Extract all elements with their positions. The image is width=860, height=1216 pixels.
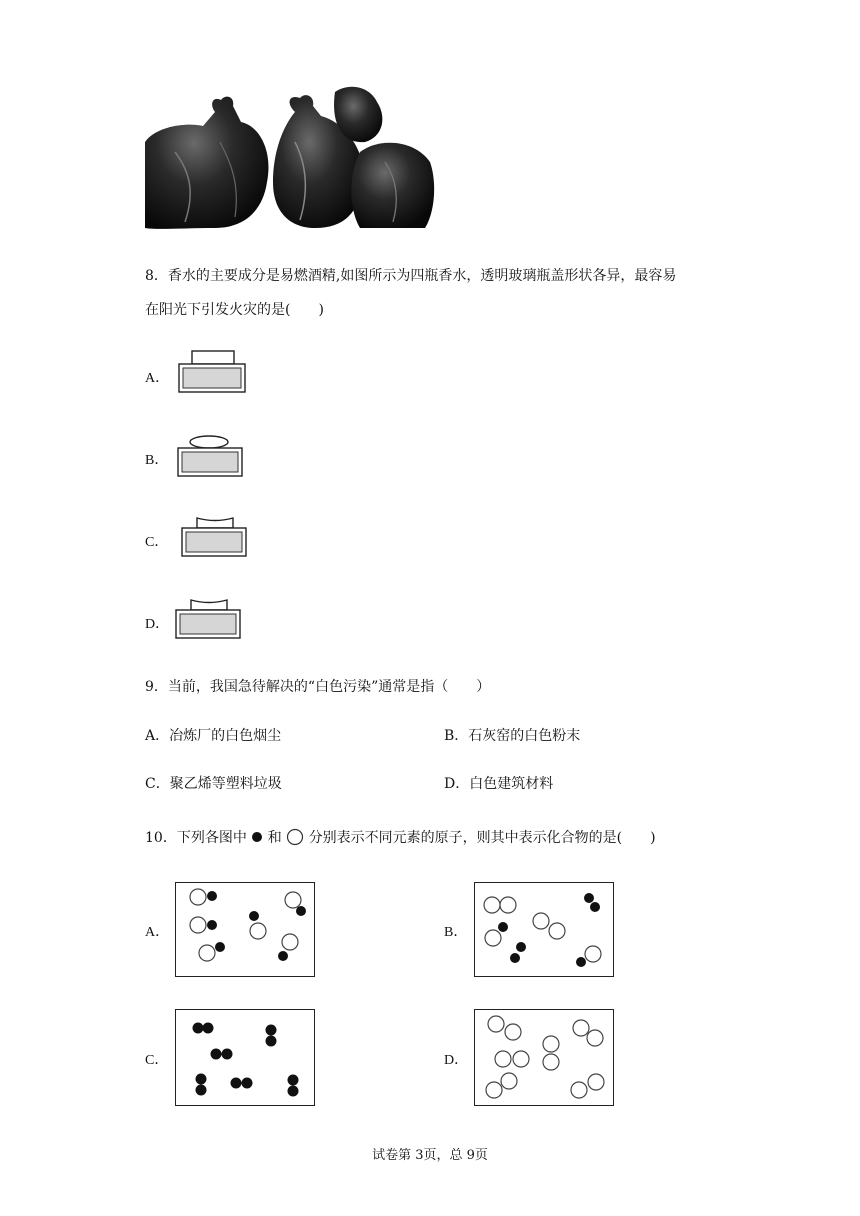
- q10-option-b-label[interactable]: B．: [444, 925, 468, 940]
- q9-option-c-letter: C．: [145, 776, 170, 792]
- q10-stem-part2: 分别表示不同元素的原子，则其中表示化合物的是( ): [308, 830, 656, 846]
- q10-stem-and: 和: [267, 830, 282, 846]
- q10-option-a-diagram[interactable]: [175, 882, 315, 977]
- q8-stem-line1: 8．香水的主要成分是易燃酒精,如图所示为四瓶香水，透明玻璃瓶盖形状各异，最容易: [145, 268, 677, 284]
- q10-option-c-label[interactable]: C．: [145, 1053, 169, 1068]
- q9-option-a-text: 冶炼厂的白色烟尘: [169, 728, 282, 744]
- q8-option-a-label[interactable]: A．: [145, 371, 170, 386]
- q9-option-b-letter: B．: [444, 728, 469, 744]
- perfume-bottle-flat-cap-icon[interactable]: [176, 350, 248, 394]
- q9-option-c-text: 聚乙烯等塑料垃圾: [169, 776, 282, 792]
- hollow-atom-icon: [286, 828, 304, 846]
- page-footer: 试卷第 3页，总 9页: [372, 1148, 488, 1163]
- q9-option-a[interactable]: [145, 726, 281, 746]
- perfume-bottle-concave-cap-icon[interactable]: [173, 598, 245, 642]
- garbage-bags-image: [145, 82, 435, 230]
- q9-option-c[interactable]: [145, 774, 282, 794]
- q9-option-a-letter: A．: [145, 728, 170, 744]
- q10-stem-part1: 10．下列各图中: [145, 830, 247, 846]
- q8-option-d-label[interactable]: D．: [145, 617, 170, 632]
- filled-atom-icon: [251, 831, 263, 843]
- q10-option-a-label[interactable]: A．: [145, 925, 170, 940]
- q9-option-d[interactable]: [444, 774, 553, 794]
- q8-stem-line2: 在阳光下引发火灾的是( ): [145, 302, 324, 318]
- perfume-bottle-convex-cap-icon[interactable]: [175, 434, 247, 478]
- q9-option-d-letter: D．: [444, 776, 470, 792]
- q10-option-b-diagram[interactable]: [474, 882, 614, 977]
- q9-option-b[interactable]: [444, 726, 580, 746]
- q10-option-c-diagram[interactable]: [175, 1009, 315, 1106]
- q9-stem: 9．当前，我国急待解决的“白色污染”通常是指（ ）: [145, 679, 491, 695]
- q9-option-d-text: 白色建筑材料: [469, 776, 554, 792]
- q10-stem: [145, 828, 656, 848]
- q10-option-d-label[interactable]: D．: [444, 1053, 469, 1068]
- q10-option-d-diagram[interactable]: [474, 1009, 614, 1106]
- q8-option-b-label[interactable]: B．: [145, 453, 169, 468]
- perfume-bottle-concave-cap-icon[interactable]: [179, 516, 251, 560]
- q8-option-c-label[interactable]: C．: [145, 535, 169, 550]
- q9-option-b-text: 石灰窑的白色粉末: [468, 728, 581, 744]
